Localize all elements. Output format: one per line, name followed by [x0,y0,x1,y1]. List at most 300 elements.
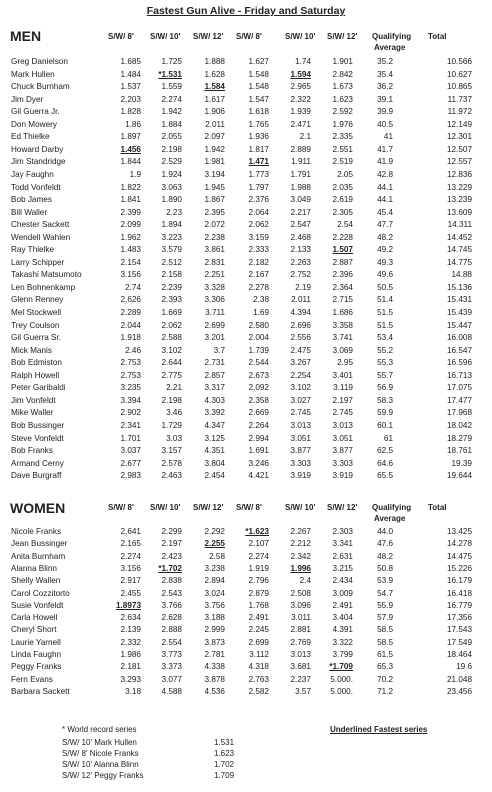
series-time: 2.519 [332,157,353,167]
series-time: 2.857 [204,370,225,380]
women-header-col-4: S/W/ 8' [236,503,262,512]
series-time: 3.681 [290,662,311,672]
series-time: 2.696 [290,320,311,330]
series-time: 1.507 [332,245,353,255]
series-time: 2.644 [161,358,182,368]
series-time: 1.942 [204,144,225,154]
series-time: 1.547 [248,94,269,104]
qualifying-average: 71.2 [377,686,393,696]
qualifying-average: 62.5 [377,446,393,456]
series-time: 2.543 [161,588,182,598]
series-time: 2.463 [161,471,182,481]
total-time: 12.149 [446,119,472,129]
women-section-label: WOMEN [10,500,66,516]
men-table-row [0,94,492,105]
qualifying-average: 39.1 [377,94,393,104]
series-time: 1.897 [120,132,141,142]
series-time: 2.58 [209,551,225,561]
total-time: 18.042 [446,420,472,430]
men-table-row [0,370,492,381]
series-time: 2.471 [290,119,311,129]
series-time: 2.274 [248,551,269,561]
series-time: 2.1 [299,132,311,142]
men-table-row [0,320,492,331]
series-time: 4.347 [204,420,225,430]
series-time: 3.878 [204,674,225,684]
series-time: 2.289 [120,308,141,317]
series-time: 2.626 [120,295,141,305]
series-time: 3.011 [291,613,311,623]
total-time: 14.88 [451,270,472,280]
qualifying-average: 56.9 [377,383,393,393]
series-time: 2.731 [204,358,225,368]
series-time: 3.215 [332,563,353,573]
series-time: 3.125 [204,433,225,443]
competitor-name: Carla Howell [11,613,58,623]
qualifying-average: 50.8 [377,563,393,573]
qualifying-average: 47.7 [377,220,393,230]
series-time: 1.822 [120,182,141,192]
series-time: 1.773 [248,169,269,179]
series-time: 3.119 [333,383,353,393]
series-time: 2.158 [161,270,182,280]
competitor-name: Linda Faughn [11,650,62,659]
series-time: 3.069 [332,345,353,355]
series-time: 2.888 [161,625,182,635]
series-time: 1.976 [332,119,353,129]
series-time: 3.024 [204,588,225,598]
series-time: 2.092 [248,383,269,393]
men-table-row [0,81,492,92]
series-time: 3.194 [204,169,225,179]
series-time: 2.299 [161,527,182,536]
men-table-row [0,332,492,343]
series-time: 2.396 [332,270,353,280]
series-time: 3.293 [120,674,141,684]
series-time: 2.21 [166,383,182,393]
series-time: 3.711 [205,308,225,317]
total-time: 18.761 [446,446,472,456]
series-time: 2.628 [161,613,182,623]
series-time: 2.305 [332,207,353,217]
competitor-name: Glenn Renney [11,295,64,305]
series-time: 4.421 [248,471,269,481]
men-table-row [0,420,492,431]
series-time: 1.594 [290,69,311,79]
men-table-row [0,269,492,280]
series-time: 3.46 [166,408,182,418]
series-time: 2.631 [332,551,353,561]
series-time: 2.197 [161,539,182,549]
series-time: 2.197 [332,395,353,405]
competitor-name: Howard Darby [11,144,64,154]
men-header-col-8: Total [428,32,447,41]
series-time: 1.69 [253,308,269,317]
series-time: 2.965 [290,82,311,92]
series-time: 2.715 [332,295,353,305]
series-time: 3.317 [204,383,225,393]
series-time: 2.423 [161,551,182,561]
series-time: 3.303 [290,458,311,468]
qualifying-average: 48.2 [377,232,393,242]
series-time: 1.996 [290,563,311,573]
women-table-row [0,637,492,648]
series-time: 3.804 [204,458,225,468]
qualifying-average: 54.7 [377,588,393,598]
series-time: 2.165 [120,539,141,549]
men-table-row [0,194,492,205]
series-time: 2.95 [337,358,353,368]
series-time: 1.739 [248,345,269,355]
series-time: 2.342 [290,551,311,561]
series-time: 1.765 [248,119,269,129]
men-table-row [0,156,492,167]
competitor-name: Jim Standridge [11,157,66,167]
women-header-col-6: S/W/ 12' [327,503,358,512]
series-time: 2.669 [248,408,269,418]
series-time: 5.000. [330,674,353,684]
series-time: 2.887 [332,257,353,267]
series-time: 2.454 [204,471,225,481]
series-time: 2.582 [248,686,269,696]
series-time: 2.239 [161,282,182,292]
men-table-row [0,282,492,293]
series-time: 2.267 [290,527,311,536]
series-time: 2.198 [161,395,182,405]
competitor-name: Len Bohnenkamp [11,282,76,292]
series-time: 3.358 [332,320,353,330]
competitor-name: Todd Vonfeldt [11,182,61,192]
competitor-name: Don Mowery [11,119,57,129]
women-table-row [0,600,492,611]
qualifying-average: 41.7 [377,144,393,154]
series-time: 2.468 [290,232,311,242]
series-time: 2.994 [248,433,269,443]
series-time: 1.906 [204,107,225,117]
men-table-row [0,207,492,218]
competitor-name: Anita Burnham [11,551,66,561]
competitor-name: Ralph Howell [11,370,60,380]
series-time: 3.306 [204,295,225,305]
series-time: 2.011 [291,295,311,305]
women-header-col-3: S/W/ 12' [193,503,224,512]
series-time: 2.752 [290,270,311,280]
total-time: 17.356 [446,613,472,623]
series-time: 1.942 [161,107,182,117]
qualifying-average: 50.5 [377,282,393,292]
qualifying-average: 59.9 [377,408,393,418]
series-time: 2.677 [120,458,141,468]
qualifying-average: 44.1 [377,182,393,192]
footnote-heading: * World record series [62,725,137,734]
competitor-name: Chester Sackett [11,220,70,230]
qualifying-average: 64.6 [377,458,393,468]
footnote-record-label: S/W/ 12' Peggy Franks [62,771,144,780]
series-time: 2.551 [332,144,353,154]
series-time: 2.062 [161,320,182,330]
series-time: 2.753 [120,370,141,380]
total-time: 12.507 [446,144,472,154]
series-time: 2.547 [290,220,311,230]
series-time: 2.999 [204,625,225,635]
women-table-row [0,575,492,586]
series-time: 2.775 [161,370,182,380]
series-time: 2.763 [248,674,269,684]
qualifying-average: 51.5 [377,308,393,317]
series-time: 2.842 [332,69,353,79]
series-time: 3.877 [290,446,311,456]
series-time: 1.483 [120,245,141,255]
series-time: 3.063 [161,182,182,192]
qualifying-average: 51.4 [377,295,393,305]
men-table-row [0,169,492,180]
series-time: 2.237 [290,674,311,684]
men-table-row [0,470,492,481]
series-time: 2.983 [120,471,141,481]
men-table-row [0,244,492,255]
series-time: 4.391 [332,625,353,635]
series-time: 2.641 [120,527,141,536]
men-header-col-1: S/W/ 8' [108,32,134,41]
series-time: 2.399 [120,207,141,217]
qualifying-average: 36.2 [377,82,393,92]
series-time: 2.035 [332,182,353,192]
qualifying-average: 58.3 [377,395,393,405]
total-time: 17.968 [446,408,472,418]
series-time: 4.588 [161,686,182,696]
series-time: 2.19 [295,282,311,292]
series-time: 3.246 [248,458,269,468]
series-time: 2.491 [332,600,353,610]
series-time: 3.7 [213,345,225,355]
series-time: 1.981 [204,157,225,167]
series-time: 2.181 [120,662,141,672]
series-time: 1.86 [125,119,141,129]
competitor-name: Gil Guerra Sr. [11,333,62,343]
total-time: 11.972 [447,107,472,117]
men-table-row [0,458,492,469]
total-time: 16.547 [446,345,472,355]
men-table-row [0,69,492,80]
men-table-row [0,345,492,356]
total-time: 18.279 [446,433,472,443]
series-time: *1.623 [245,527,269,536]
series-time: 1.919 [248,563,269,573]
footnote-record-label: S/W/ 8' Nicole Franks [62,749,139,758]
series-time: 2.879 [248,588,269,598]
series-time: 2.217 [290,207,311,217]
qualifying-average: 47.6 [377,539,393,549]
footnote-record-label: S/W/ 10' Alanna Blinn [62,760,139,769]
total-time: 17.549 [446,637,472,647]
men-header-col-7: Qualifying [372,32,412,41]
series-time: 1.617 [204,94,225,104]
series-time: 2.831 [204,257,225,267]
series-time: 2.245 [248,625,269,635]
series-time: 2.212 [290,539,311,549]
series-time: 1.548 [248,69,269,79]
series-time: 1.797 [248,182,269,192]
series-time: 1.828 [120,107,141,117]
series-time: 1.548 [248,82,269,92]
series-time: 3.235 [120,383,141,393]
total-time: 18.464 [446,650,472,659]
series-time: 2.097 [204,132,225,142]
series-time: 1.8973 [115,600,141,610]
footnote-record-value: 1.702 [214,760,235,769]
qualifying-average: 48.2 [377,551,393,561]
total-time: 13.425 [446,527,472,536]
series-time: 2.264 [248,420,269,430]
men-table-row [0,395,492,406]
series-time: 2.529 [161,157,182,167]
total-time: 14.775 [446,257,472,267]
women-table-row [0,661,492,672]
competitor-name: Cheryl Short [11,625,57,635]
series-time: 1.888 [204,57,225,66]
series-time: 2.044 [120,320,141,330]
series-time: *1.702 [158,563,182,573]
series-time: 3.102 [161,345,182,355]
series-time: 1.74 [295,57,311,66]
series-time: 3.919 [290,471,311,481]
competitor-name: Jean Bussinger [11,539,68,549]
series-time: 1.701 [120,433,141,443]
series-time: 3.027 [290,395,311,405]
series-time: 3.401 [332,370,353,380]
footnote-record-label: S/W/ 10' Mark Hullen [62,738,137,747]
women-table-row [0,612,492,623]
series-time: 3.051 [332,433,353,443]
series-time: 2.434 [332,576,353,586]
series-time: 3.037 [120,446,141,456]
series-time: 2.263 [290,257,311,267]
series-time: 3.756 [204,600,225,610]
total-time: 15.447 [446,320,472,330]
series-time: 2.769 [290,637,311,647]
series-time: 1.484 [120,69,141,79]
total-time: 15.136 [446,282,472,292]
series-time: 2.544 [248,358,269,368]
women-table-row [0,526,492,537]
competitor-name: Armand Cerny [11,458,64,468]
qualifying-average: 51.5 [377,320,393,330]
men-section-label: MEN [10,28,42,44]
series-time: 1.844 [120,157,141,167]
series-time: 4.351 [204,446,225,456]
women-table-row [0,538,492,549]
series-time: 1.628 [204,69,225,79]
women-table-row [0,624,492,635]
qualifying-average: 49.3 [377,257,393,267]
footnote-record-value: 1.709 [214,771,235,780]
qualifying-average: 49.2 [377,245,393,255]
series-time: 2.745 [290,408,311,418]
series-time: 2.745 [332,408,353,418]
qualifying-average: 41 [383,132,393,142]
series-time: 1.685 [120,57,141,66]
total-time: 10.865 [446,82,472,92]
total-time: 17.543 [446,625,472,635]
series-time: 3.201 [204,333,225,343]
men-table-row [0,357,492,368]
competitor-name: Shelly Wallen [11,576,61,586]
competitor-name: Laurie Yarnell [11,637,61,647]
series-time: 2.278 [248,282,269,292]
series-time: 2.182 [248,257,269,267]
total-time: 16.008 [446,333,472,343]
series-time: 3.009 [332,588,353,598]
series-time: 2.619 [332,195,353,205]
series-time: 2.303 [332,527,353,536]
competitor-name: Nicole Franks [11,527,62,536]
series-time: 4.536 [204,686,225,696]
qualifying-average: 61 [383,433,393,443]
total-time: 13.229 [446,182,472,192]
qualifying-average: 39.9 [377,107,393,117]
competitor-name: Jim Vonfeldt [11,395,56,405]
series-time: 3.238 [204,563,225,573]
total-time: 12.301 [446,132,472,142]
qualifying-average: 53.9 [377,576,393,586]
series-time: 2.167 [248,270,269,280]
total-time: 19.6 [456,662,472,672]
series-time: 2.274 [161,94,182,104]
series-time: 2.133 [290,245,311,255]
series-time: 1.456 [120,144,141,154]
total-time: 17.477 [446,395,472,405]
competitor-name: Susie Vonfeldt [11,600,64,610]
men-header-col-6: S/W/ 12' [327,32,358,41]
series-time: 2.064 [248,207,269,217]
total-time: 14.311 [447,220,472,230]
series-time: 3.373 [161,662,182,672]
series-time: 1.939 [290,107,311,117]
series-time: 2.592 [332,107,353,117]
series-time: 3.077 [161,674,182,684]
series-time: 3.096 [290,600,311,610]
series-time: 4.303 [204,395,225,405]
total-time: 12.836 [446,169,472,179]
qualifying-average: 70.2 [377,674,393,684]
total-time: 16.596 [446,358,472,368]
total-time: 15.431 [446,295,472,305]
series-time: 2.198 [161,144,182,154]
series-time: 2.322 [290,94,311,104]
series-time: 1.584 [204,82,225,92]
series-time: 1.924 [161,169,182,179]
series-time: 4.338 [204,662,225,672]
series-time: 2.455 [120,588,141,598]
total-time: 12.557 [446,157,472,167]
competitor-name: Gil Guerra Jr. [11,107,60,117]
series-time: 2.508 [290,588,311,598]
series-time: 3.112 [249,650,269,659]
men-table-row [0,144,492,155]
series-time: 1.988 [290,182,311,192]
competitor-name: Steve Vonfeldt [11,433,64,443]
series-time: 2.54 [337,220,353,230]
series-time: 2.072 [204,220,225,230]
series-time: 3.157 [161,446,182,456]
total-time: 21.048 [446,674,472,684]
qualifying-average: 41.9 [377,157,393,167]
competitor-name: Takashi Matsumoto [11,270,82,280]
series-time: 3.392 [204,408,225,418]
series-time: 2.255 [204,539,225,549]
footnote-record-value: 1.531 [214,738,235,747]
qualifying-average: 65.3 [377,662,393,672]
